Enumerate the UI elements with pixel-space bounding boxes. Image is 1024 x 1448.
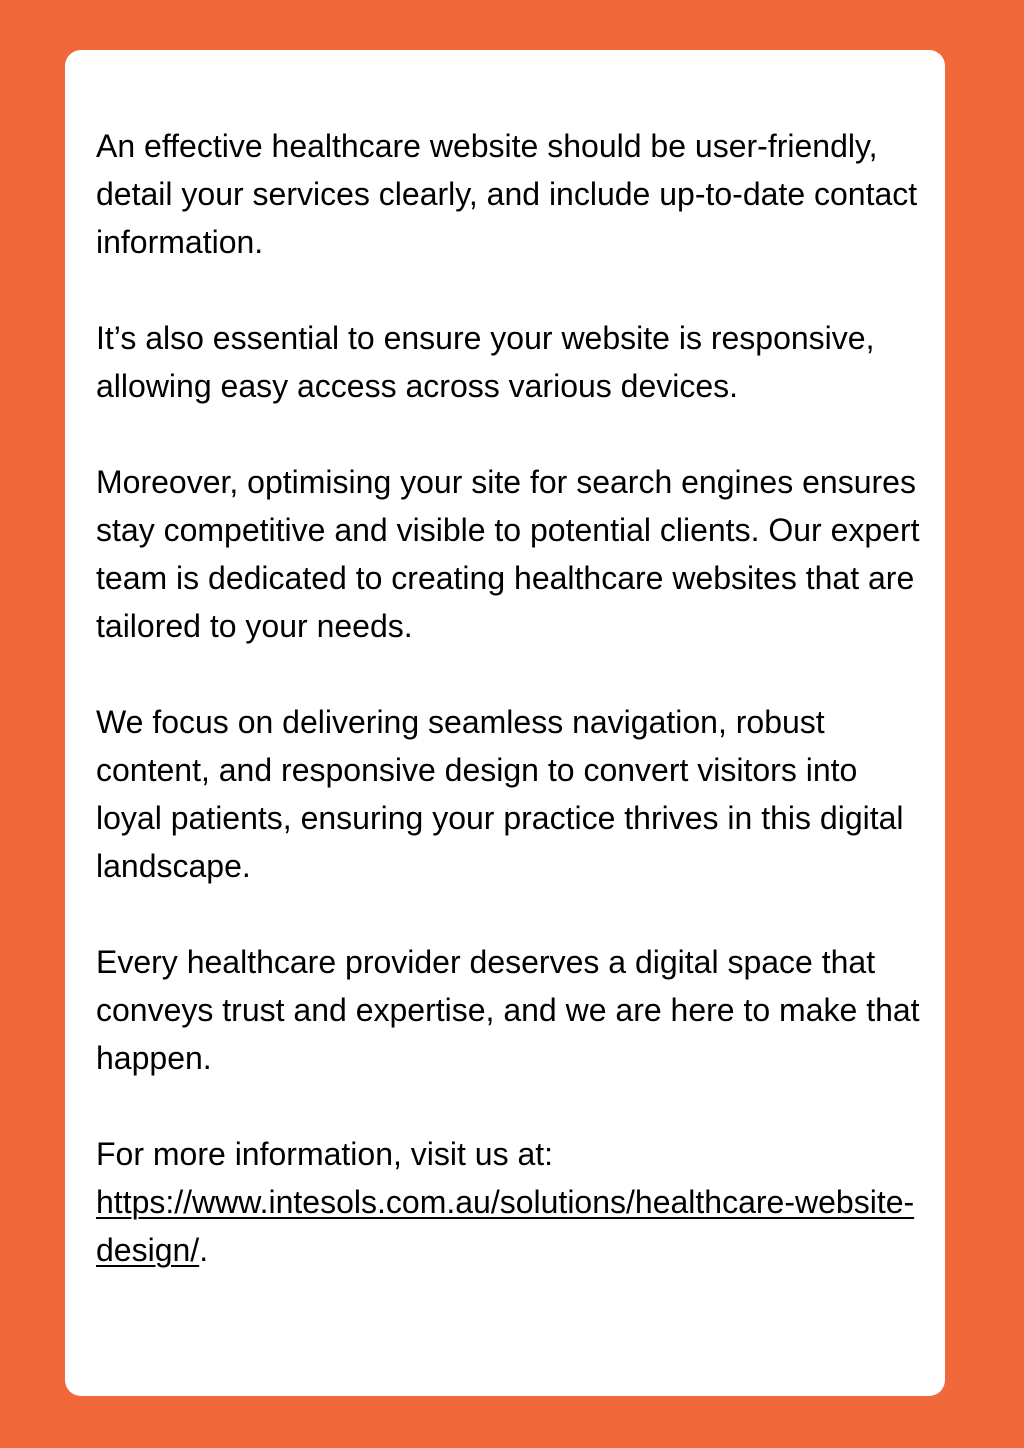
paragraph-seo: Moreover, optimising your site for search engines ensures stay competitive and visible to potential clients. Our expert team is dedicated to creating healthcare websites that are tailored to your needs.: [96, 464, 920, 644]
paragraph-focus: We focus on delivering seamless navigation, robust content, and responsive design to convert visitors into loyal patients, ensuring your practice thrives in this digital landscape.: [96, 704, 904, 884]
paragraph-responsive: It’s also essential to ensure your website is responsive, allowing easy access across various devices.: [96, 320, 875, 404]
paragraph-trust: Every healthcare provider deserves a digital space that conveys trust and expertise, and we are here to make that happen.: [96, 944, 920, 1076]
document-body: [96, 122, 922, 1274]
paragraph-intro: An effective healthcare website should be user-friendly, detail your services clearly, and include up-to-date contact information.: [96, 128, 918, 260]
website-link[interactable]: https://www.intesols.com.au/solutions/healthcare-website-design/: [96, 1184, 915, 1268]
contact-lead: For more information, visit us at:: [96, 1136, 554, 1172]
paragraph-contact: [96, 1130, 922, 1274]
link-trailing-period: .: [199, 1232, 209, 1268]
